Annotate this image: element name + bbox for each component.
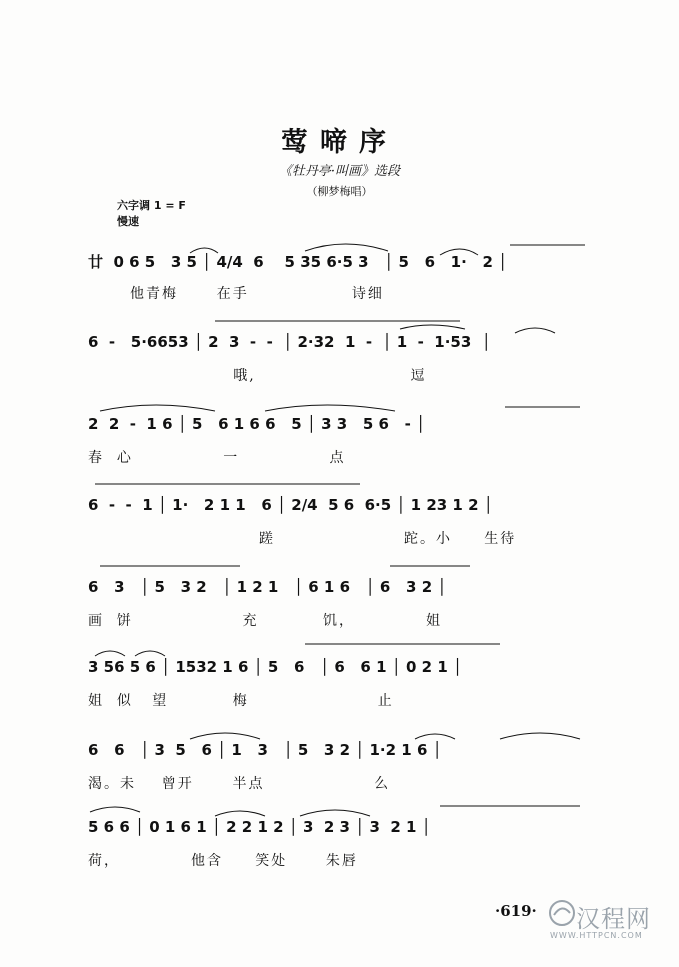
watermark-logo bbox=[548, 895, 668, 947]
lyrics-line: 画 饼 充 饥， 姐 bbox=[88, 613, 443, 629]
lyrics-line: 春 心 一 点 bbox=[88, 450, 346, 466]
lyrics-line: 哦, 逗 bbox=[130, 368, 427, 384]
music-system-6 bbox=[0, 650, 679, 740]
lyrics-line: 他青梅 在手 诗细 bbox=[130, 286, 384, 302]
notation-line: 3 56 5 6 │ 1532 1 6 │ 5 6 │ 6 6 1 │ 0 2 1 │ bbox=[88, 658, 463, 676]
music-system-5 bbox=[0, 570, 679, 660]
music-system-4 bbox=[0, 488, 679, 578]
notation-line: 5 6 6 │ 0 1 6 1 │ 2 2 1 2 │ 3 2 3 │ 3 2 1 │ bbox=[88, 818, 431, 836]
notation-line: 廿 0 6 5 3 5 │ 4/4 6 5 35 6·5 3 │ 5 6 1· 2 │ bbox=[88, 253, 508, 271]
watermark-text: 汉程网 bbox=[576, 905, 651, 933]
page-number: ·619· bbox=[495, 902, 537, 920]
key-signature: 六字调 1 = F bbox=[117, 199, 186, 212]
lyrics-line: 姐 似 望 梅 止 bbox=[88, 693, 394, 709]
music-system-8 bbox=[0, 810, 679, 900]
lyrics-line: 渴。未 曾开 半点 么 bbox=[88, 776, 391, 792]
lyrics-line: 蹉 跎。小 生待 bbox=[130, 531, 517, 547]
subtitle: 《牡丹亭·叫画》选段 bbox=[278, 164, 401, 179]
notation-line: 6 - - 1 │ 1· 2 1 1 6 │ 2/4 5 6 6·5 │ 1 23 1 2 │ bbox=[88, 496, 493, 514]
notation-line: 6 - 5·6653 │ 2 3 - - │ 2·32 1 - │ 1 - 1·53 │ bbox=[88, 333, 491, 351]
watermark-url: WWW.HTTPCN.COM bbox=[550, 931, 643, 940]
music-system-1 bbox=[0, 243, 679, 333]
notation-line: 6 3 │ 5 3 2 │ 1 2 1 │ 6 1 6 │ 6 3 2 │ bbox=[88, 578, 447, 596]
notation-line: 2 2 - 1 6 │ 5 6 1 6 6 5 │ 3 3 5 6 - │ bbox=[88, 415, 426, 433]
lyrics-line: 荷， 他含 笑处 朱唇 bbox=[88, 853, 358, 869]
music-system-2 bbox=[0, 325, 679, 415]
watermark-icon bbox=[548, 895, 578, 931]
tempo-marking: 慢速 bbox=[117, 215, 139, 228]
page-title: 莺啼序 bbox=[281, 127, 398, 158]
singer-credit: （柳梦梅唱） bbox=[306, 185, 373, 198]
notation-line: 6 6 │ 3 5 6 │ 1 3 │ 5 3 2 │ 1·2 1 6 │ bbox=[88, 741, 442, 759]
